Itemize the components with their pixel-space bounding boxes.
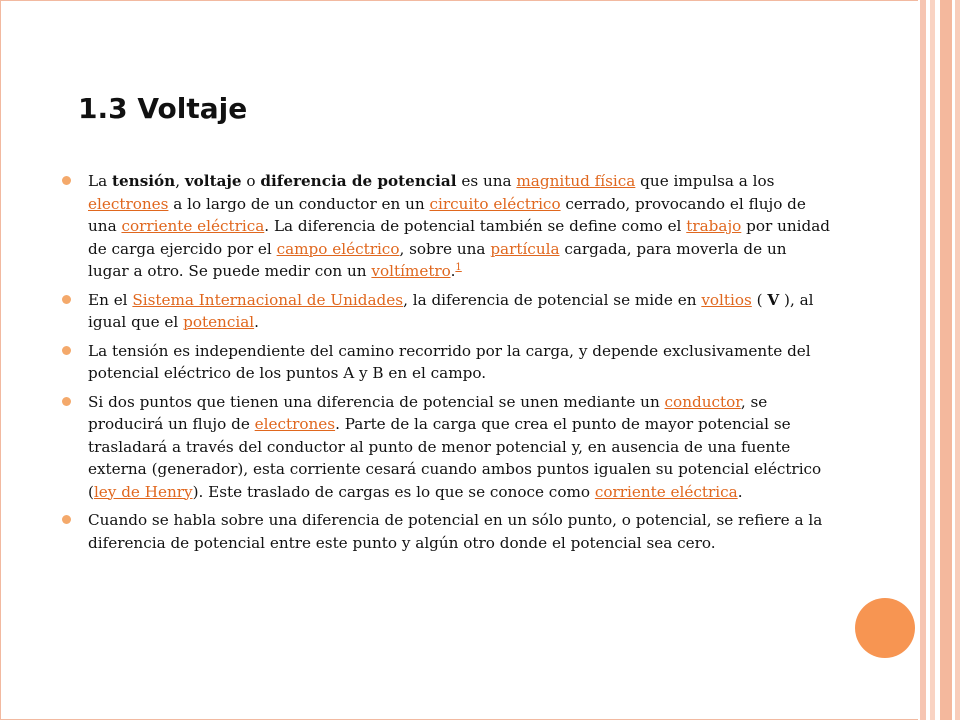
link-voltimetro[interactable]: voltímetro [371,262,451,280]
bullet-icon [62,346,71,355]
bullet-item [60,391,830,504]
bullet-icon [62,397,71,406]
text: , la diferencia de potencial se mide en [403,290,702,309]
text: , se producirá un flujo de [88,392,768,433]
text: . [737,482,743,501]
text: cerrado, provocando el flujo de una [88,194,806,235]
stripe [955,0,960,720]
bullet-item [60,340,830,385]
text: , [175,172,185,190]
reference-link[interactable]: 1 [455,261,462,273]
bullet-item [60,170,830,283]
text: o [241,172,261,190]
link-corriente-electrica[interactable]: corriente eléctrica [121,217,265,235]
link-magnitud-fisica[interactable]: magnitud física [516,172,636,190]
link-sistema-internacional[interactable]: Sistema Internacional de Unidades [132,290,404,309]
link-campo-electrico[interactable]: campo eléctrico [276,239,400,258]
text: cargada, para moverla de un lugar a otro. Se puede medir con un [88,239,787,280]
bullet-icon [62,515,71,524]
term-tension: tensión [111,172,176,190]
link-potencial[interactable]: potencial [183,313,255,331]
stripe [930,0,935,720]
term-diferencia-potencial: diferencia de potencial [260,172,457,190]
slide-title: 1.3 Voltaje [78,92,248,125]
text: ( [751,290,768,309]
text: . La diferencia de potencial también se define como el [264,217,687,235]
text: que impulsa a los [635,172,775,190]
text: La tensión es independiente del camino recorrido por la carga, y depende exclusivamente del potencial eléctrico de los puntos A y B en el campo. [88,341,811,382]
link-conductor[interactable]: conductor [664,392,741,411]
text: . [450,262,456,280]
link-corriente-electrica[interactable]: corriente eléctrica [594,482,738,501]
decorative-stripes [918,0,960,720]
link-electrones[interactable]: electrones [88,194,169,213]
link-trabajo[interactable]: trabajo [686,217,742,235]
text: ). Este traslado de cargas es lo que se conoce como [192,482,595,501]
bullet-icon [62,295,71,304]
link-voltios[interactable]: voltios [701,290,752,309]
term-voltaje: voltaje [184,172,242,190]
text: . [254,313,259,331]
decorative-circle [855,598,915,658]
text: Si dos puntos que tienen una diferencia de potencial se unen mediante un [88,392,665,411]
link-electrones[interactable]: electrones [254,415,336,433]
link-particula[interactable]: partícula [490,239,560,258]
link-circuito-electrico[interactable]: circuito eléctrico [429,194,561,213]
unit-symbol: V [767,290,780,309]
bullet-item [60,509,830,554]
text: a lo largo de un conductor en un [168,194,430,213]
text: es una [456,172,517,190]
stripe [920,0,926,720]
text: En el [88,290,133,309]
text: . Parte de la carga que crea el punto de mayor potencial se trasladará a través del conductor al punto de menor potencial y, en ausencia de una fuente externa (generador), esta corriente cesará cuando ambos puntos igualen su potencial eléctrico ( [88,415,822,501]
bullet-icon [62,176,71,185]
text: La [88,172,112,190]
link-ley-de-henry[interactable]: ley de Henry [93,482,193,501]
text: por unidad de carga ejercido por el [88,217,831,258]
bullet-item [60,289,830,334]
stripe [940,0,952,720]
text: , sobre una [399,239,491,258]
text: Cuando se habla sobre una diferencia de potencial en un sólo punto, o potencial, se refiere a la diferencia de potencial entre este punto y algún otro donde el potencial sea cero. [88,511,823,552]
bullet-list [60,170,830,560]
text: ), al igual que el [88,290,814,331]
